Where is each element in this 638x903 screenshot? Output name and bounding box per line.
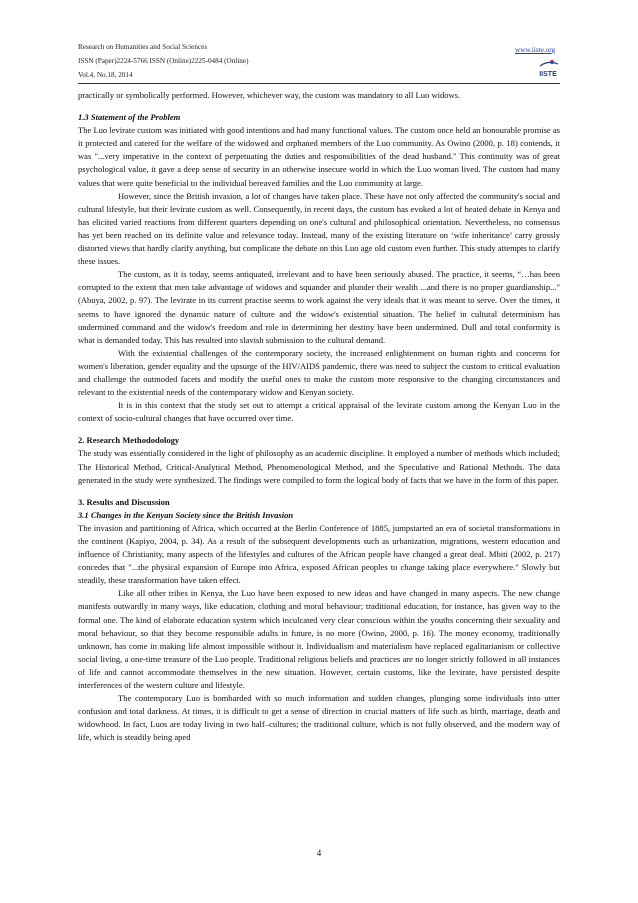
issn-line: ISSN (Paper)2224-5766 ISSN (Online)2225-0484 (Online) [78, 57, 249, 65]
journal-title: Research on Humanities and Social Sciences [78, 43, 208, 51]
logo-text: IISTE [539, 71, 557, 78]
paragraph: It is in this context that the study set out to attempt a critical appraisal of the levirate custom among the Kenyan Luo in the context of socio-cultural changes that have occurred over time. [78, 400, 560, 424]
paragraph: The contemporary Luo is bombarded with so much information and sudden changes, plunging some individuals into utter confusion and total darkness. At times, it is difficult to get a sense of direction in crucial matters of life such as birth, marriage, death and widowhood. In fact, Luos are today living in two half–cultures; the traditional culture, which is not fully observed, and the modern way of life, which is steadily being aped [78, 693, 560, 743]
section-3-heading: 3. Results and Discussion [78, 496, 170, 507]
page-number: 4 [316, 848, 322, 858]
page-body [78, 89, 560, 745]
paragraph: The study was essentially considered in the light of philosophy as an academic discipline. It employed a number of methods which included; The Historical Method, Critical-Analytical Method, Phenomenological Method, and the Speculative and Rational Methods. The data generated in the study were synthesized. The findings were compiled to form the logical body of facts that we have in the form of this paper. [78, 448, 560, 485]
section-2-heading: 2. Research Methododology [78, 435, 180, 446]
paragraph: With the existential challenges of the contemporary society, the increased enlightenment on human rights and concerns for women's liberation, gender equality and the upsurge of the HIV/AIDS pandemic, there was need to subject the custom to critical evaluation and challenge the outmoded facets and modify the useful ones to make the custom more responsive to the changing circumstances and relevant to the existential needs of the contemporary widow and Kenyan society. [78, 347, 560, 398]
paragraph: However, since the British invasion, a lot of changes have taken place. These have not only affected the community's social and cultural lifestyle, but their levirate custom as well. Consequently, in recent days, the custom has evoked a lot of heated debate in Kenya and has elicited varied reactions from different quarters depending on one's cultural and philosophical orientation. Nevertheless, no consensus has yet been reached on its definite value and relevance today. Instead, many of the existing literature on ‘wife inheritance’ carry grossly distorted views that hardly clarify anything, but complicate the debate on this Luo age old custom even further. This study attempts to clarify these issues. [78, 190, 560, 267]
header-rule [78, 83, 560, 84]
logo-arc [540, 62, 558, 66]
section-3-1-heading: 3.1 Changes in the Kenyan Society since the British Invasion [78, 509, 294, 520]
intro-paragraph: practically or symbolically performed. However, whichever way, the custom was mandatory to all Luo widows. [78, 90, 461, 100]
journal-url-link[interactable]: www.iiste.org [515, 46, 556, 54]
paragraph: The Luo levirate custom was initiated with good intentions and had many functional values. The custom once held an honourable promise as it protected and catered for the welfare of the widowed and orphaned members of the Luo community. As Owino (2000, p. 18) contends, it was "...very imperative in the context of perpetuating the duties and responsibilities of the dead husband." This continuity was of great psychological value, it gave a deep sense of security in an otherwise insecure world in which the Luo woman lived. The custom had many values that were quite beneficial to the individual bereaved families and the Luo community at large. [78, 125, 560, 188]
paragraph: The invasion and partitioning of Africa, which occurred at the Berlin Conference of 1885, jumpstarted an era of societal transformations in the continent (Kapiyo, 2004, p. 34). As a result of the subsequent developments such as urbanization, migrations, western education and influence of Christianity, many aspects of the lifestyles and cultures of the African people have changed a great deal. Mbiti (2002, p. 217) concedes that "...the physical expansion of Europe into Africa, exposed African peoples to change taking place everywhere." Slowly but steadily, these transformation have taken effect. [78, 522, 560, 586]
paragraph: The custom, as it is today, seems antiquated, irrelevant and to have been seriously abused. The practice, it seems, “…has been corrupted to the extent that men take advantage of widows and squander and plunder their wealth ...and there is no proper guardianship..." (Abuya, 2002, p. 97). The levirate in its current practise seems to work against the very ideals that it was meant to serve. Over the times, it seems to have ignored the dynamic nature of culture and the widow's existential situation. The belief in cultural determinism has undermined command and the widow's freedom and role in determining her destiny have been undermined. Dull and total conformity is what is demanded today. This has resulted into slavish submission to the cultural demand. [78, 269, 560, 345]
paragraph: Like all other tribes in Kenya, the Luo have been exposed to new ideas and have changed in many aspects. The new change manifests outwardly in many ways, like education, clothing and moral behaviour; traditional education, for instance, has given way to the formal one. The kind of elaborate education system which inculcated very clear conscious within the youths concerning their sexuality and moral behaviour, so that they become responsible adults in future, is no more (Owino, 2000, p. 16). The money economy, traditionally unknown, has come in making life almost impossible without it. Individualism and materialism have replaced egalitarianism or collective social living, a one-time treasure of the Luo people. Traditional religious beliefs and practices are no longer strictly followed in all instances of life and cannot accommodate themselves in the new situation. However, certain customs, like the levirate, have persisted despite interferences of the western culture and lifestyle. [78, 588, 560, 691]
volume-line: Vol.4, No.18, 2014 [78, 71, 133, 79]
iiste-logo [536, 58, 560, 78]
section-1-3-heading: 1.3 Statement of the Problem [78, 112, 181, 123]
